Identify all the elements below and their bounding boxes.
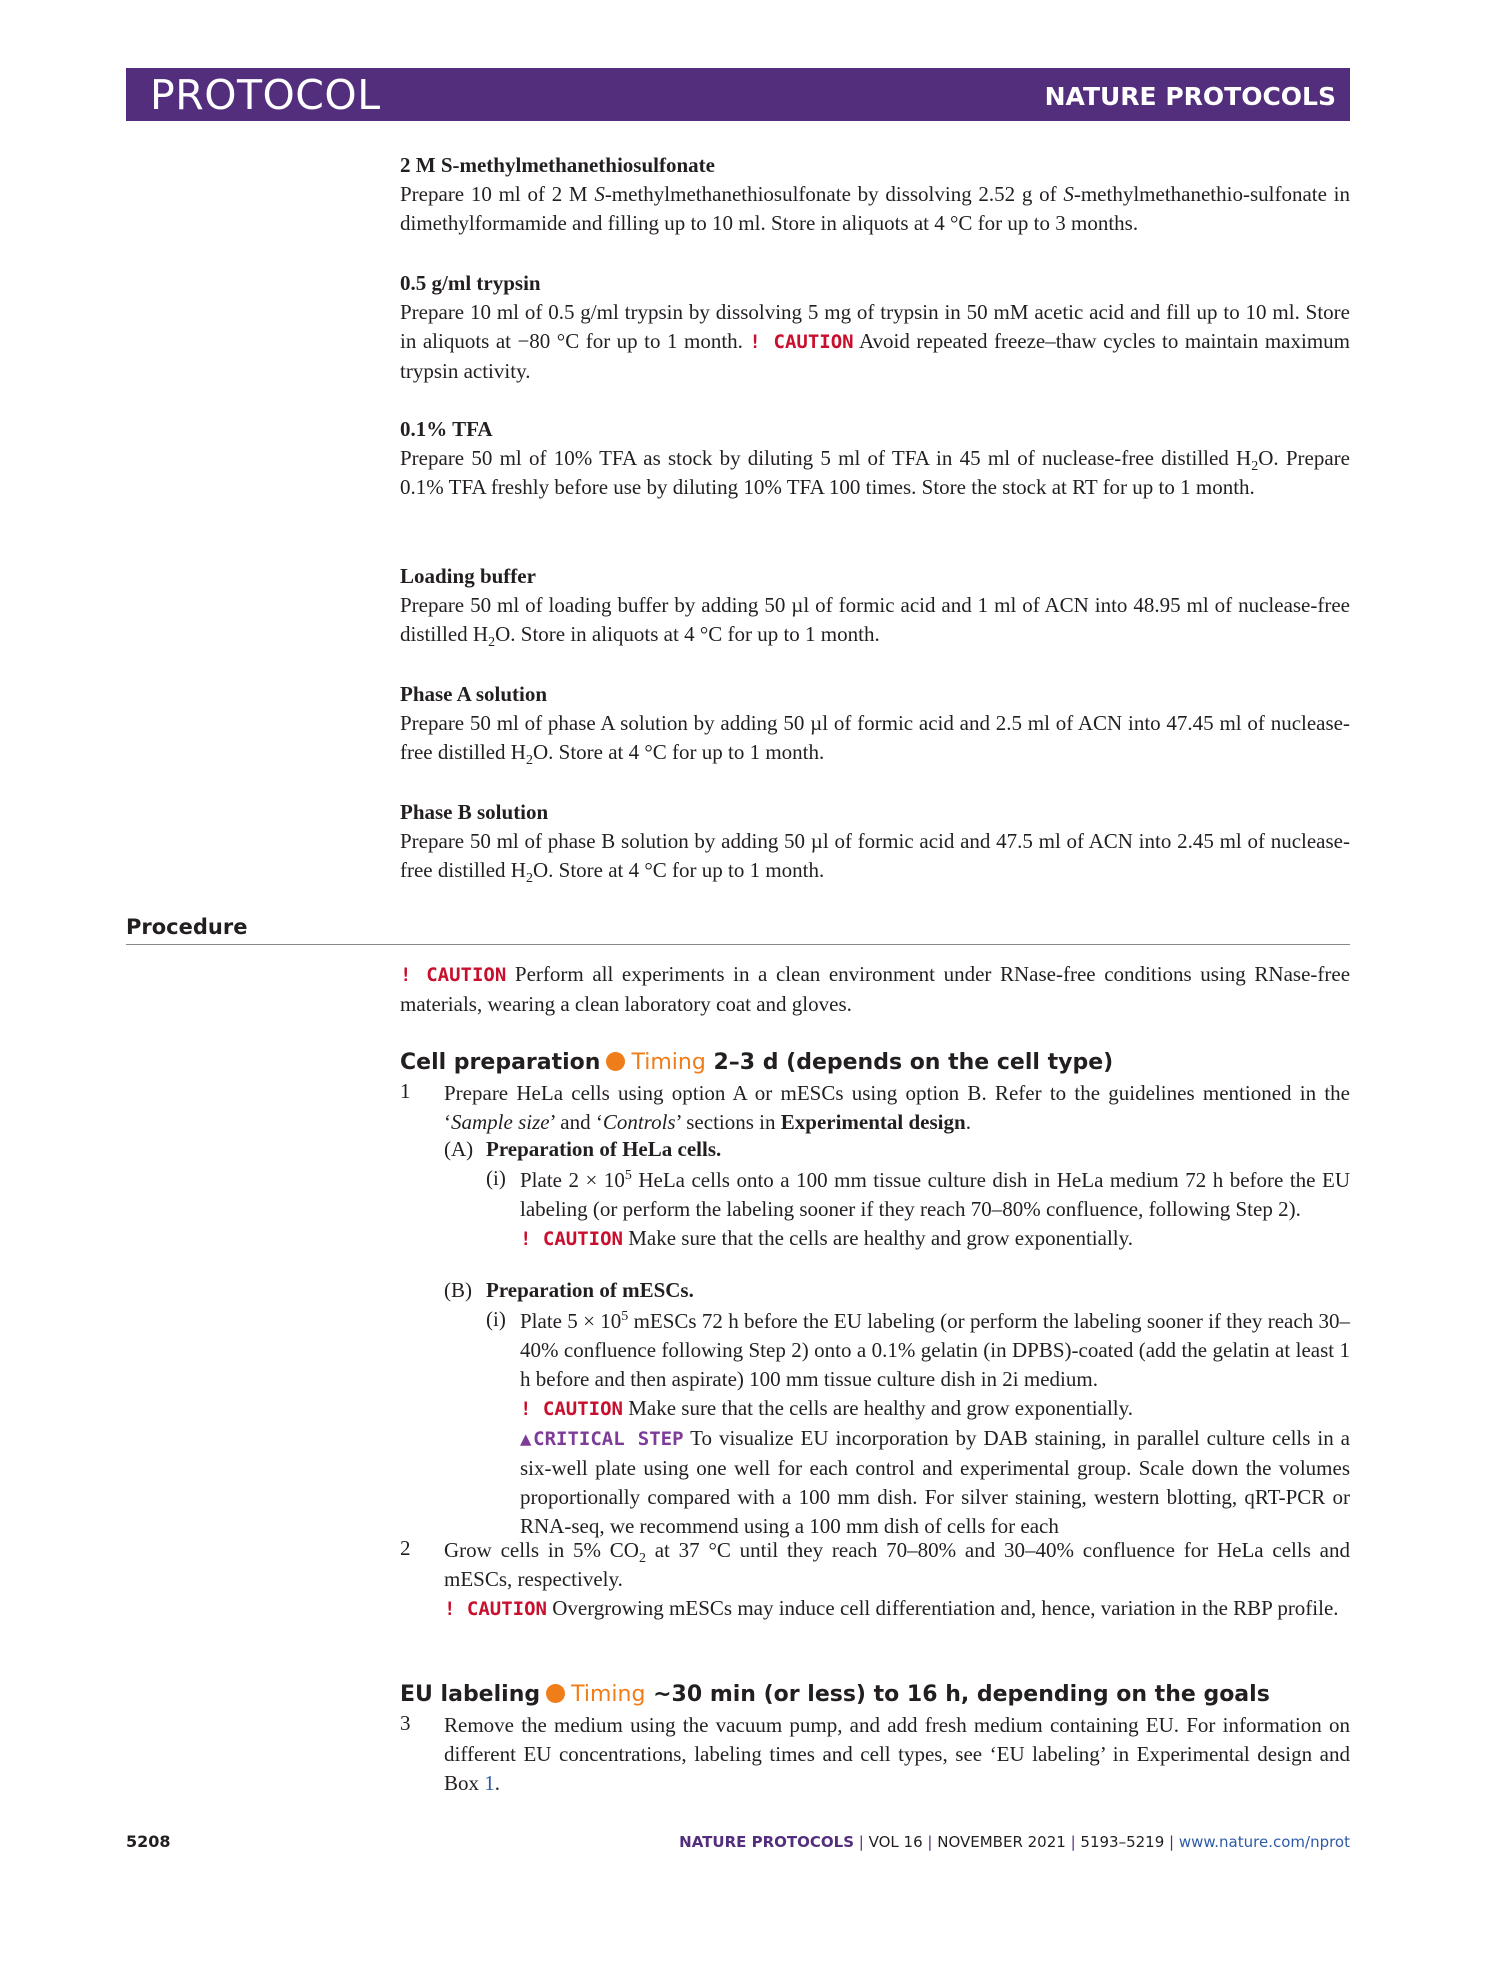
general-caution [400, 960, 1350, 1019]
caution-healthy-text: Make sure that the cells are healthy and grow exponentially. [628, 1396, 1133, 1420]
cell-prep-timing: 2–3 d (depends on the cell type) [713, 1050, 1114, 1075]
caution-label: ! CAUTION [520, 1228, 623, 1250]
procedure-divider [126, 944, 1350, 945]
reagent-text: Prepare 50 ml of phase B solution by adding 50 µl of formic acid and 47.5 ml of ACN into 2.45 ml of nuclease-free distilled $H_2O$. Store at 4 °C for up to 1 month. [400, 829, 1350, 887]
footer-journal: NATURE PROTOCOLS [679, 1833, 855, 1851]
reagent-title: Phase A solution [400, 682, 548, 706]
reagent-text: Prepare 10 ml of 0.5 g/ml trypsin by dissolving 5 mg of trypsin in 50 mM acetic acid and fill up to 10 ml. Store in aliquots at −80 °C for up to 1 month. ! CAUTION Avoid repeated freeze–thaw cycles to maintain maximum trypsin activity. [400, 300, 1350, 383]
page-number: 5208 [126, 1832, 171, 1851]
eu-labeling-heading [400, 1682, 1270, 1707]
option-b-title: Preparation of mESCs. [486, 1278, 694, 1302]
footer-date: NOVEMBER 2021 [937, 1833, 1066, 1851]
cell-prep-title: Cell preparation [400, 1050, 601, 1075]
option-b-label: (B) [444, 1278, 472, 1302]
timing-dot-icon [606, 1052, 625, 1071]
reagent-mmts [400, 151, 1350, 238]
critical-step-label: ▲CRITICAL STEP [520, 1428, 684, 1450]
header-journal-name: NATURE PROTOCOLS [1044, 82, 1336, 111]
general-caution-text: Perform all experiments in a clean environment under RNase-free conditions using RNase-free materials, wearing a clean laboratory coat and gloves. [400, 962, 1351, 1016]
step-3-text: Remove the medium using the vacuum pump, and add fresh medium containing EU. For information on different EU concentrations, labeling times and cell types, see ‘EU labeling’ in Experimental design and Box 1. [444, 1713, 1350, 1795]
timing-label: Timing [631, 1050, 706, 1075]
reagent-text: Prepare 10 ml of 2 M S-methylmethanethiosulfonate by dissolving 2.52 g of S-methylmethanethio-sulfonate in dimethylformamide and filling up to 10 ml. Store in aliquots at 4 °C for up to 3 months. [400, 182, 1351, 235]
reagent-title: 0.5 g/ml trypsin [400, 271, 541, 295]
reagent-text: Prepare 50 ml of loading buffer by adding 50 µl of formic acid and 1 ml of ACN into 48.95 ml of nuclease-free distilled $H_2O$. Store in aliquots at 4 °C for up to 1 month. [400, 593, 1350, 651]
eu-labeling-title: EU labeling [400, 1682, 541, 1707]
reagent-title: 0.1% TFA [400, 417, 493, 441]
footer-url-link[interactable]: www.nature.com/nprot [1178, 1833, 1350, 1851]
caution-label: ! CAUTION [444, 1598, 547, 1620]
option-a-label: (A) [444, 1137, 474, 1161]
header-protocol-label: PROTOCOL [150, 71, 381, 119]
caution-healthy-text: Make sure that the cells are healthy and grow exponentially. [628, 1226, 1133, 1250]
step-2-text: Grow cells in 5% $CO_2$ at 37 °C until they reach 70–80% and 30–40% confluence for HeLa cells and mESCs, respectively. ! CAUTION Overgrowing mESCs may induce cell differentiation and, hence, variation in the RBP profile. [444, 1538, 1350, 1620]
reagent-loading-buffer [400, 562, 1350, 649]
reagent-trypsin [400, 269, 1350, 386]
reagent-tfa [400, 415, 1350, 502]
step-number-1: 1 [400, 1079, 411, 1103]
step-number-2: 2 [400, 1536, 411, 1560]
critical-triangle-icon: ▲ [520, 1428, 534, 1450]
box-1-link[interactable]: 1 [484, 1771, 495, 1795]
timing-dot-icon [546, 1684, 565, 1703]
page-header-bar [126, 68, 1350, 121]
eu-labeling-timing: ~30 min (or less) to 16 h, depending on the goals [653, 1682, 1270, 1707]
reagent-phase-a [400, 680, 1350, 767]
reagent-title: Phase B solution [400, 800, 549, 824]
caution-label: ! CAUTION [749, 331, 854, 353]
reagent-text: Prepare 50 ml of 10% TFA as stock by diluting 5 ml of TFA in 45 ml of nuclease-free distilled $H_2O$. Prepare 0.1% TFA freshly before use by diluting 10% TFA 100 times. Store the stock at RT for up to 1 month. [400, 446, 1350, 499]
footer-citation: NATURE PROTOCOLS | VOL 16 | NOVEMBER 2021 | 5193–5219 | www.nature.com/nprot [679, 1833, 1350, 1851]
step-number-3: 3 [400, 1711, 411, 1735]
cell-preparation-heading [400, 1050, 1113, 1075]
caution-label: ! CAUTION [400, 964, 507, 986]
reagent-title: Loading buffer [400, 564, 536, 588]
reagent-title: 2 M S-methylmethanethiosulfonate [400, 153, 715, 177]
reagent-phase-b [400, 798, 1350, 885]
footer-volume: VOL 16 [868, 1833, 923, 1851]
substep-a-i-label: (i) [486, 1166, 506, 1190]
substep-b-i-label: (i) [486, 1307, 506, 1331]
step-1-text: Prepare HeLa cells using option A or mESCs using option B. Refer to the guidelines mentioned in the ‘Sample size’ and ‘Controls’ sections in Experimental design. [444, 1081, 1350, 1134]
procedure-heading: Procedure [126, 915, 248, 939]
substep-b-i-text: Plate $5 \times 10^5$ mESCs 72 h before the EU labeling (or perform the labeling sooner if they reach 30–40% confluence following Step 2) onto a 0.1% gelatin (in DPBS)-coated (add the gelatin at least 1 h before and then aspirate) 100 mm tissue culture dish in 2i medium. ! CAUTION Make sure that the cells are healthy and grow exponentially. ▲CRITICAL STEP To visualize EU incorporation by DAB staining, in parallel culture cells in a six-well plate using one well for each control and experimental group. Scale down the volumes proportionally compared with a 100 mm dish. For silver staining, western blotting, qRT-PCR or RNA-seq, we recommend using a 100 mm dish of cells for each [520, 1309, 1350, 1538]
option-a-title: Preparation of HeLa cells. [486, 1137, 722, 1161]
caution-label: ! CAUTION [520, 1398, 623, 1420]
reagent-text: Prepare 50 ml of phase A solution by adding 50 µl of formic acid and 2.5 ml of ACN into 47.45 ml of nuclease-free distilled $H_2O$. Store at 4 °C for up to 1 month. [400, 711, 1350, 769]
timing-label: Timing [571, 1682, 646, 1707]
footer-pages: 5193–5219 [1080, 1833, 1165, 1851]
substep-a-i-text: Plate $2 \times 10^5$ HeLa cells onto a 100 mm tissue culture dish in HeLa medium 72 h before the EU labeling (or perform the labeling sooner if they reach 70–80% confluence, following Step 2). ! CAUTION Make sure that the cells are healthy and grow exponentially. [520, 1168, 1350, 1250]
